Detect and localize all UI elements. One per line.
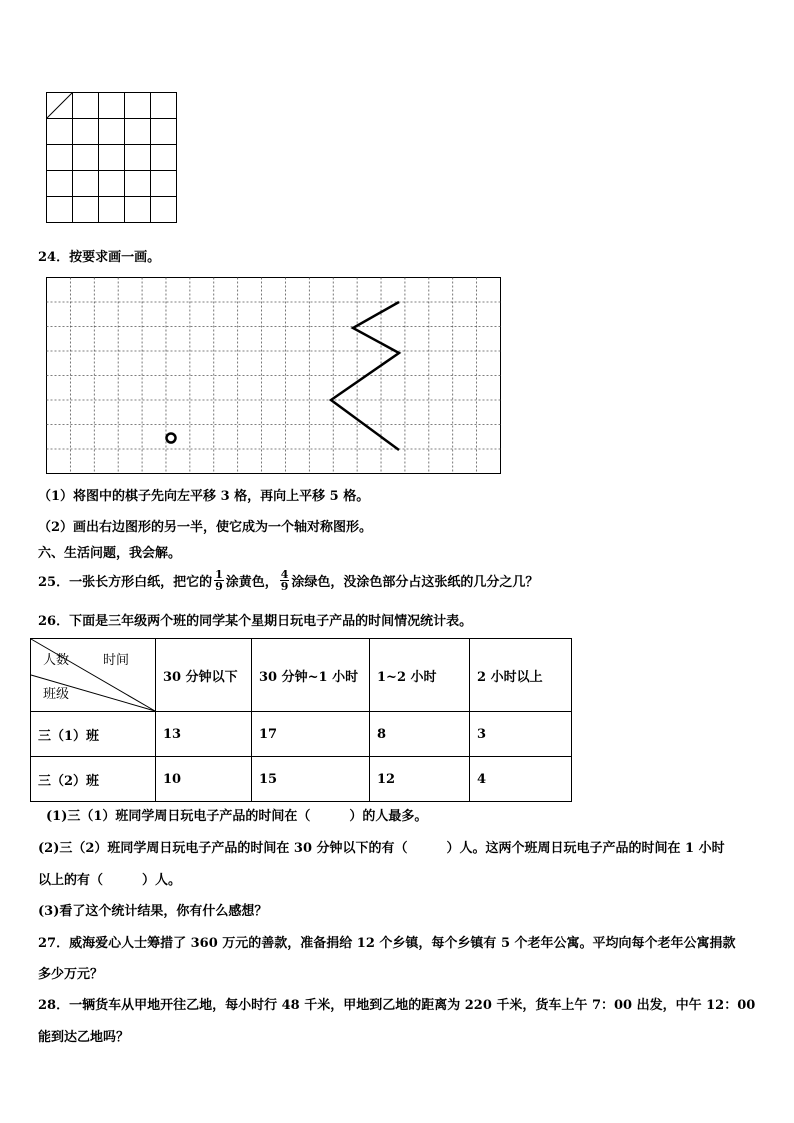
q26-sub2-line2: 以上的有（ ）人。	[38, 873, 182, 888]
q25-text-before: 25．一张长方形白纸，把它的	[38, 575, 213, 590]
q24-part2: （2）画出右边图形的另一半，使它成为一个轴对称图形。	[38, 520, 373, 535]
table-cell: 17	[252, 712, 370, 757]
column-header: 30 分钟以下	[156, 639, 252, 712]
q27-line2: 多少万元？	[38, 967, 104, 982]
column-header: 2 小时以上	[470, 639, 572, 712]
column-header: 1~2 小时	[370, 639, 470, 712]
q25-text-after: 涂绿色，没涂色部分占这张纸的几分之几？	[291, 575, 539, 590]
section-6-heading: 六、生活问题，我会解。	[38, 546, 182, 561]
q26-sub2-line1: (2)三（2）班同学周日玩电子产品的时间在 30 分钟以下的有（ ）人。这两个班周日玩电子产品的时间在 1 小时	[38, 841, 725, 856]
q25	[38, 570, 538, 596]
table-row	[31, 757, 572, 802]
table-cell: 8	[370, 712, 470, 757]
header-time: 时间	[103, 653, 130, 668]
table-cell: 13	[156, 712, 252, 757]
q27-line1: 27．威海爱心人士筹措了 360 万元的善款，准备捐给 12 个乡镇，每个乡镇有 5 个老年公寓。平均向每个老年公寓捐款	[38, 936, 736, 951]
row-label: 三（1）班	[31, 712, 156, 757]
top-square-grid	[46, 92, 178, 224]
table-cell: 12	[370, 757, 470, 802]
stats-table	[30, 638, 572, 802]
q26-title: 26．下面是三年级两个班的同学某个星期日玩电子产品的时间情况统计表。	[38, 614, 473, 629]
row-label: 三（2）班	[31, 757, 156, 802]
table-cell: 10	[156, 757, 252, 802]
table-cell: 3	[470, 712, 572, 757]
table-cell: 15	[252, 757, 370, 802]
q26-sub3: (3)看了这个统计结果，你有什么感想？	[38, 904, 268, 919]
diagonal-header-cell	[31, 639, 156, 712]
table-header-row	[31, 639, 572, 712]
fraction-four-ninths: $\frac{4}{9}$	[280, 568, 289, 593]
q26-sub1: (1)三（1）班同学周日玩电子产品的时间在（ ）的人最多。	[46, 809, 428, 824]
q28-line2: 能到达乙地吗？	[38, 1030, 130, 1045]
q24-dotted-grid	[46, 277, 502, 475]
table-cell: 4	[470, 757, 572, 802]
q24-title: 24．按要求画一画。	[38, 250, 161, 265]
column-header: 30 分钟~1 小时	[252, 639, 370, 712]
chess-piece[interactable]	[167, 434, 176, 443]
fraction-one-ninth: $\frac{1}{9}$	[215, 568, 223, 593]
table-row	[31, 712, 572, 757]
q25-text-mid: 涂黄色，	[225, 575, 278, 590]
q24-part1: （1）将图中的棋子先向左平移 3 格，再向上平移 5 格。	[38, 489, 370, 504]
zigzag-figure	[331, 302, 399, 450]
header-class: 班级	[43, 687, 70, 702]
q28-line1: 28．一辆货车从甲地开往乙地，每小时行 48 千米，甲地到乙地的距离为 220 千米，货车上午 7：00 出发，中午 12：00	[38, 998, 756, 1013]
header-people: 人数	[43, 653, 70, 668]
